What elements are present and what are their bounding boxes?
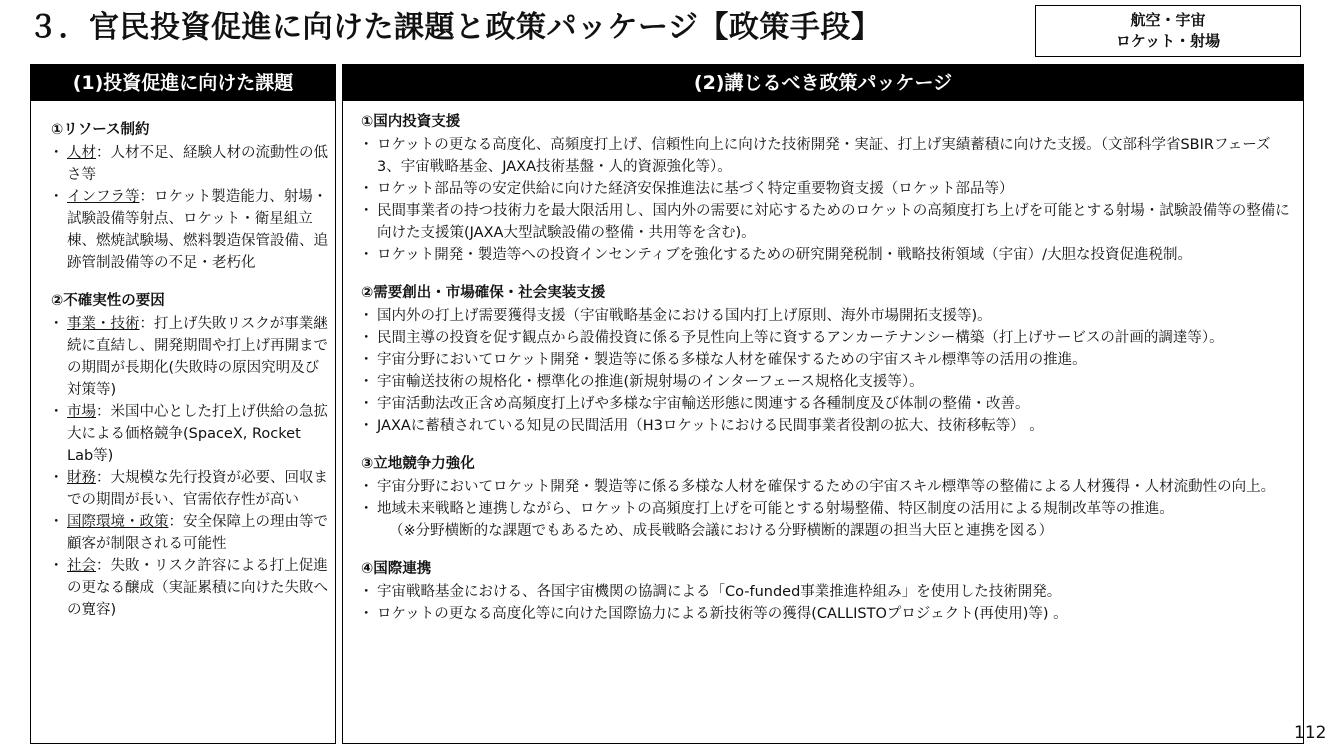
issues-panel-heading: (1)投資促進に向けた課題	[31, 65, 335, 101]
policy-item: ・ 宇宙活動法改正含め高頻度打上げや多様な宇宙輸送形態に関連する各種制度及び体制の整備・改善。	[361, 393, 1291, 415]
category-tag	[1035, 5, 1301, 57]
issue-item	[51, 555, 329, 621]
issue-item-key: 社会	[67, 558, 96, 574]
issue-item-key: 国際環境・政策	[67, 514, 169, 530]
issue-item-text: ：大規模な先行投資が必要、回収までの期間が長い、官需依存性が高い	[67, 470, 328, 508]
issues-panel-body	[31, 101, 335, 621]
policy-section	[361, 453, 1291, 542]
page-number: 112	[1294, 723, 1327, 743]
issue-item-text: ：安全保障上の理由等で顧客が制限される可能性	[67, 514, 328, 552]
policy-panel-body	[343, 101, 1303, 625]
policy-item: ・ 地域未来戦略と連携しながら、ロケットの高頻度打上げを可能とする射場整備、特区制度の活用による規制改革等の推進。	[361, 498, 1291, 520]
policy-item: ・ 民間主導の投資を促す観点から設備投資に係る予見性向上等に資するアンカーテナンシー構築（打上げサービスの計画的調達等）。	[361, 327, 1291, 349]
issue-section	[51, 119, 329, 274]
issue-item-text: ：失敗・リスク許容による打上促進の更なる醸成（実証累積に向けた失敗への寛容)	[67, 558, 328, 618]
page-title: ３．官民投資促進に向けた課題と政策パッケージ【政策手段】	[28, 10, 882, 45]
issue-item-key: 人材	[67, 145, 96, 161]
category-tag-line2: ロケット・射場	[1115, 32, 1221, 50]
policy-item: ・ 国内外の打上げ需要獲得支援（宇宙戦略基金における国内打上げ原則、海外市場開拓支援等)。	[361, 305, 1291, 327]
issue-item-key: 財務	[67, 470, 96, 486]
issues-panel	[30, 64, 336, 744]
policy-section	[361, 111, 1291, 266]
policy-item: ・ 宇宙分野においてロケット開発・製造等に係る多様な人材を確保するための宇宙スキル標準等の整備による人材獲得・人材流動性の向上。	[361, 476, 1291, 498]
category-tag-line1: 航空・宇宙	[1130, 11, 1206, 29]
issue-item	[51, 186, 329, 274]
policy-section-title: ①国内投資支援	[361, 114, 461, 130]
issue-section-title: ②不確実性の要因	[51, 293, 165, 309]
issue-item-text: ：人材不足、経験人材の流動性の低さ等	[67, 145, 328, 183]
policy-panel-heading: (2)講じるべき政策パッケージ	[343, 65, 1303, 101]
policy-section-title: ④国際連携	[361, 561, 432, 577]
policy-item: ・ ロケット開発・製造等への投資インセンティブを強化するための研究開発税制・戦略技術領域（宇宙）/大胆な投資促進税制。	[361, 244, 1291, 266]
issue-item	[51, 142, 329, 186]
issue-item-key: インフラ等	[67, 189, 140, 205]
issue-item	[51, 401, 329, 467]
policy-section-title: ②需要創出・市場確保・社会実装支援	[361, 285, 606, 301]
policy-item: ・ 宇宙分野においてロケット開発・製造等に係る多様な人材を確保するための宇宙スキル標準等の活用の推進。	[361, 349, 1291, 371]
policy-panel	[342, 64, 1304, 744]
issue-item	[51, 511, 329, 555]
issue-item-text: ：ロケット製造能力、射場・試験設備等射点、ロケット・衛星組立棟、燃焼試験場、燃料製造保管設備、追跡管制設備等の不足・老朽化	[67, 189, 328, 271]
policy-note: （※分野横断的な課題でもあるため、成長戦略会議における分野横断的課題の担当大臣と連携を図る）	[389, 523, 1054, 539]
policy-section-title: ③立地競争力強化	[361, 456, 475, 472]
policy-section	[361, 558, 1291, 625]
policy-item: ・ ロケットの更なる高度化、高頻度打上げ、信頼性向上に向けた技術開発・実証、打上げ実績蓄積に向けた支援。（文部科学省SBIRフェーズ3、宇宙戦略基金、JAXA技術基盤・人的資源強化等）。	[361, 134, 1291, 178]
issue-item-key: 事業・技術	[67, 316, 140, 332]
issue-item-text: ：打上げ失敗リスクが事業継続に直結し、開発期間や打上げ再開までの期間が長期化(失敗時の原因究明及び対策等)	[67, 316, 328, 398]
policy-section	[361, 282, 1291, 437]
policy-item: ・ 宇宙戦略基金における、各国宇宙機関の協調による「Co-funded事業推進枠組み」を使用した技術開発。	[361, 581, 1291, 603]
policy-item: ・ 民間事業者の持つ技術力を最大限活用し、国内外の需要に対応するためのロケットの高頻度打ち上げを可能とする射場・試験設備等の整備に向けた支援策(JAXA大型試験設備の整備・共用等を含む)。	[361, 200, 1291, 244]
policy-item: ・ JAXAに蓄積されている知見の民間活用（H3ロケットにおける民間事業者役割の拡大、技術移転等） 。	[361, 415, 1291, 437]
issue-section	[51, 290, 329, 621]
policy-item: ・ ロケット部品等の安定供給に向けた経済安保推進法に基づく特定重要物資支援（ロケット部品等）	[361, 178, 1291, 200]
issue-item-key: 市場	[67, 404, 96, 420]
issue-item	[51, 467, 329, 511]
policy-item: ・ ロケットの更なる高度化等に向けた国際協力による新技術等の獲得(CALLISTOプロジェクト(再使用)等) 。	[361, 603, 1291, 625]
policy-item: ・ 宇宙輸送技術の規格化・標準化の推進(新規射場のインターフェース規格化支援等）。	[361, 371, 1291, 393]
issue-item	[51, 313, 329, 401]
issue-item-text: ：米国中心とした打上げ供給の急拡大による価格競争(SpaceX, Rocket Lab等)	[67, 404, 328, 464]
issue-section-title: ①リソース制約	[51, 122, 150, 138]
